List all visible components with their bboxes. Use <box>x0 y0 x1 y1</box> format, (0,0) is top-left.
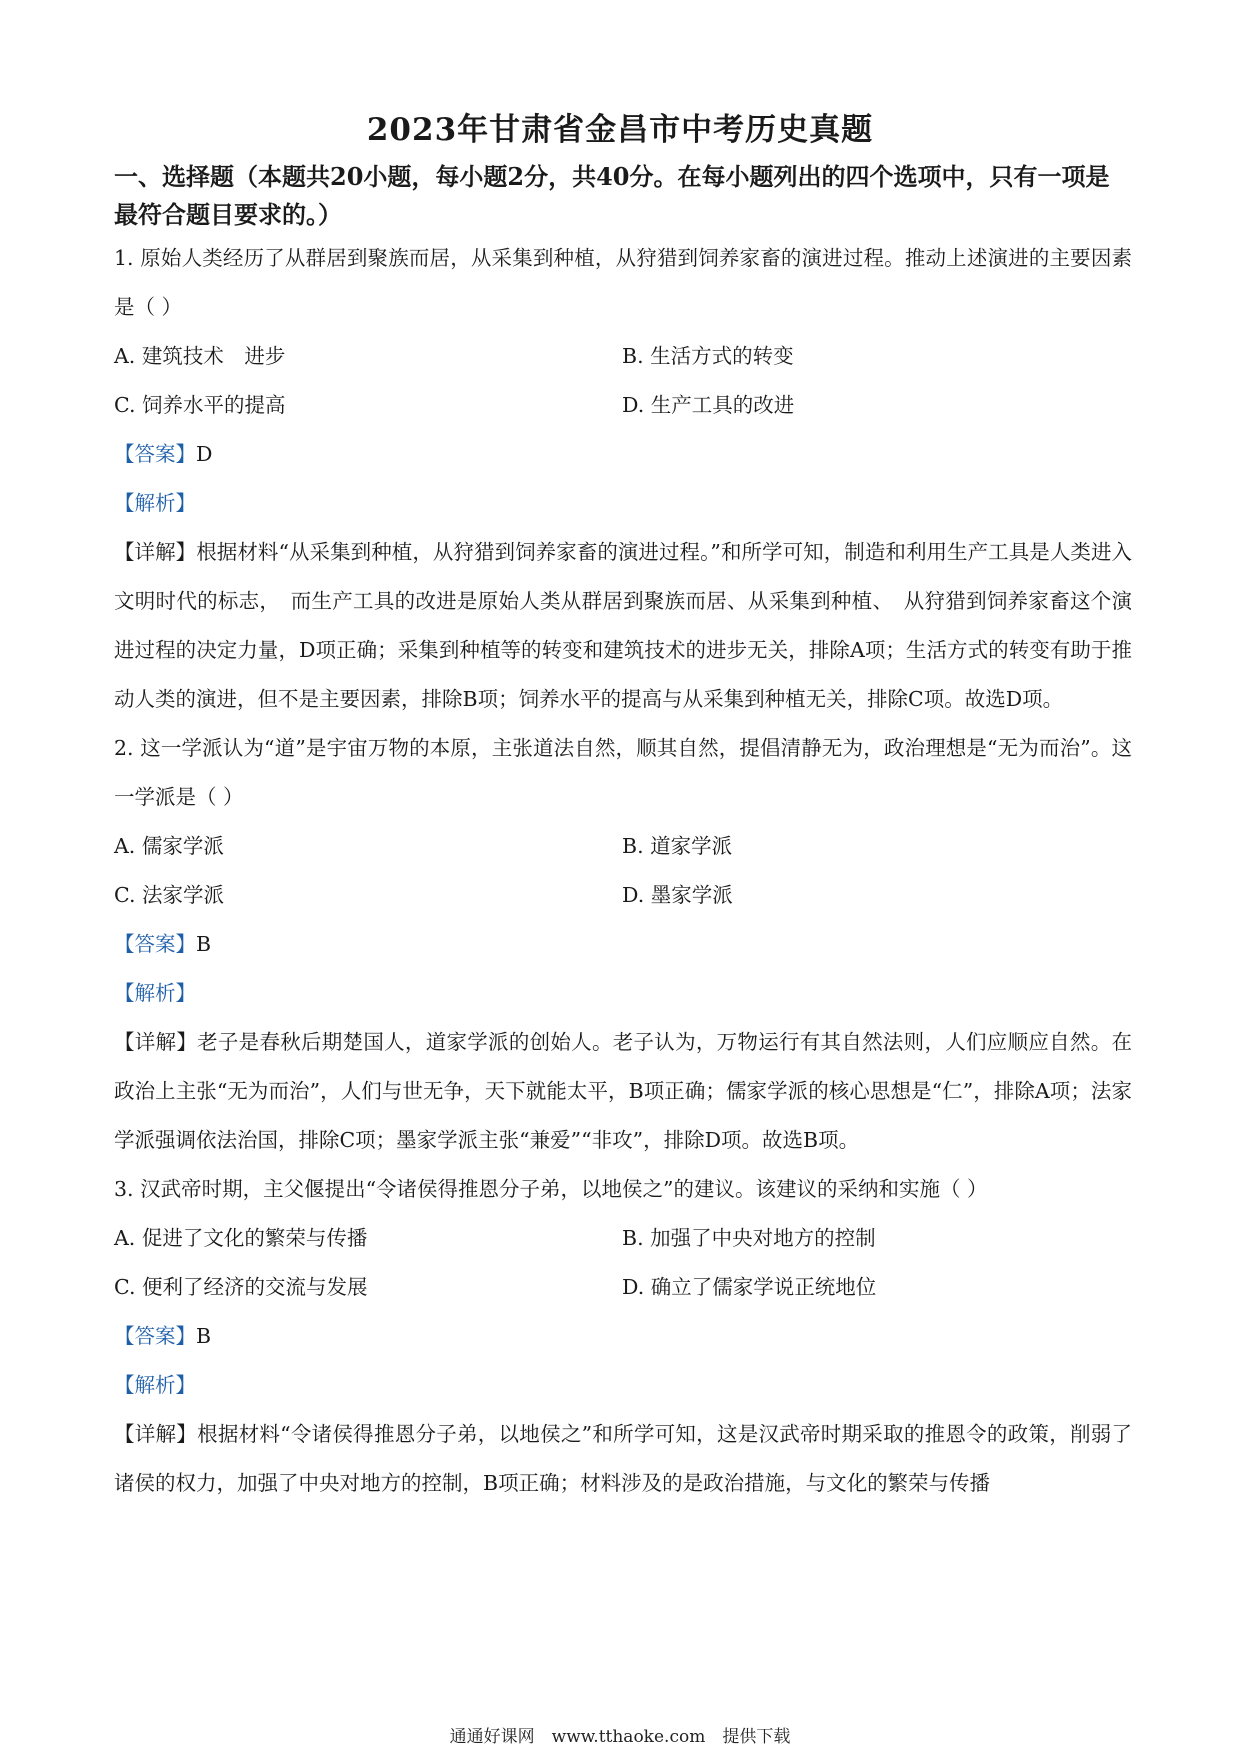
analysis-label: 【解析】 <box>114 491 196 515</box>
option-a: A. 儒家学派 <box>114 834 224 858</box>
answer-value: B <box>196 1324 212 1348</box>
exam-content <box>114 158 1132 1508</box>
answer-line <box>114 920 1132 969</box>
detail-paragraph <box>114 1018 1132 1165</box>
answer-label: 【答案】 <box>114 442 196 466</box>
answer-value: D <box>196 442 213 466</box>
page-title: 2023年甘肃省金昌市中考历史真题 <box>366 112 874 148</box>
option-c: C. 便利了经济的交流与发展 <box>114 1275 368 1299</box>
answer-label: 【答案】 <box>114 1324 196 1348</box>
option-b: B. 生活方式的转变 <box>622 344 794 368</box>
detail-text: 根据材料“令诸侯得推恩分子弟，以地侯之”和所学可知，这是汉武帝时期采取的推恩令的政策，削弱了诸侯的权力，加强了中央对地方的控制，B项正确；材料涉及的是政治措施，与文化的繁荣与传播 <box>114 1422 1133 1495</box>
option-a: A. 建筑技术 进步 <box>114 344 286 368</box>
question-stem: 3. 汉武帝时期，主父偃提出“令诸侯得推恩分子弟，以地侯之”的建议。该建议的采纳和实施（ ） <box>114 1177 988 1201</box>
options-grid <box>114 822 1132 920</box>
analysis-label: 【解析】 <box>114 1373 196 1397</box>
question-3 <box>114 1165 1132 1508</box>
analysis-line <box>114 1361 1132 1410</box>
detail-label: 【详解】 <box>114 1422 198 1446</box>
analysis-label: 【解析】 <box>114 981 196 1005</box>
detail-paragraph <box>114 1410 1132 1508</box>
option-d: D. 生产工具的改进 <box>622 393 795 417</box>
question-stem: 2. 这一学派认为“道”是宇宙万物的本原，主张道法自然，顺其自然，提倡清静无为，政治理想是“无为而治”。这一学派是（ ） <box>114 736 1132 809</box>
options-grid <box>114 332 1132 430</box>
option-d: D. 墨家学派 <box>622 883 733 907</box>
analysis-line <box>114 479 1132 528</box>
question-2 <box>114 724 1132 1165</box>
detail-label: 【详解】 <box>114 540 197 564</box>
detail-text: 老子是春秋后期楚国人，道家学派的创始人。老子认为，万物运行有其自然法则，人们应顺应自然。在政治上主张“无为而治”，人们与世无争，天下就能太平，B项正确；儒家学派的核心思想是“仁”，排除A项；法家学派强调依法治国，排除C项；墨家学派主张“兼爱”“非攻”，排除D项。故选B项。 <box>114 1030 1132 1152</box>
answer-line <box>114 430 1132 479</box>
detail-text: 根据材料“从采集到种植，从狩猎到饲养家畜的演进过程。”和所学可知，制造和利用生产工具是人类进入文明时代的标志， 而生产工具的改进是原始人类从群居到聚族而居、从采集到种植、 从狩猎到饲养家畜这个演进过程的决定力量，D项正确；采集到种植等的转变和建筑技术的进步无关，排除A项；生活方式的转变有助于推动人类的演进，但不是主要因素，排除B项；饲养水平的提高与从采集到种植无关，排除C项。故选D项。 <box>114 540 1133 711</box>
option-b: B. 道家学派 <box>622 834 733 858</box>
option-a: A. 促进了文化的繁荣与传播 <box>114 1226 368 1250</box>
question-stem: 1. 原始人类经历了从群居到聚族而居，从采集到种植，从狩猎到饲养家畜的演进过程。推动上述演进的主要因素是（ ） <box>114 246 1132 319</box>
answer-line <box>114 1312 1132 1361</box>
option-c: C. 法家学派 <box>114 883 224 907</box>
answer-value: B <box>196 932 212 956</box>
analysis-line <box>114 969 1132 1018</box>
answer-label: 【答案】 <box>114 932 196 956</box>
page-footer: 通通好课网 www.tthaoke.com 提供下载 <box>449 1727 791 1747</box>
section-heading: 一、选择题（本题共20小题，每小题2分，共40分。在每小题列出的四个选项中，只有一项是最符合题目要求的。） <box>114 162 1110 229</box>
question-1 <box>114 234 1132 724</box>
option-d: D. 确立了儒家学说正统地位 <box>622 1275 877 1299</box>
detail-label: 【详解】 <box>114 1030 198 1054</box>
option-b: B. 加强了中央对地方的控制 <box>622 1226 876 1250</box>
option-c: C. 饲养水平的提高 <box>114 393 286 417</box>
options-grid <box>114 1214 1132 1312</box>
detail-paragraph <box>114 528 1132 724</box>
